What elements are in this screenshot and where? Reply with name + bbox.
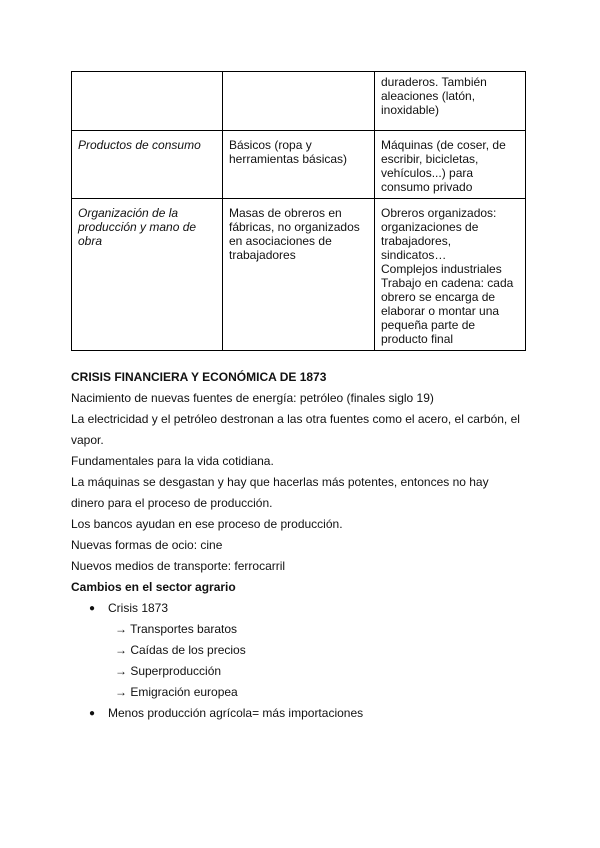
arrow-item: → Caídas de los precios	[115, 643, 246, 657]
document-body	[71, 367, 541, 724]
list-item-label: Menos producción agrícola= más importaciones	[108, 706, 364, 720]
table-cell: Básicos (ropa y herramientas básicas)	[223, 131, 375, 199]
table-row	[72, 199, 526, 351]
table-cell: duraderos. También aleaciones (latón, inoxidable)	[375, 72, 526, 131]
arrow-item: → Emigración europea	[115, 685, 238, 699]
table-cell: Obreros organizados: organizaciones de trabajadores, sindicatos… Complejos industriales Trabajo en cadena: cada obrero se encarga de elaborar o montar una pequeña parte de producto final	[375, 199, 526, 351]
paragraph: Fundamentales para la vida cotidiana.	[71, 454, 274, 468]
subheading: Cambios en el sector agrario	[71, 580, 236, 594]
arrow-item: → Superproducción	[115, 664, 222, 678]
section-title: CRISIS FINANCIERA Y ECONÓMICA DE 1873	[71, 370, 327, 384]
paragraph: La máquinas se desgastan y hay que hacerlas más potentes, entonces no hay dinero para el proceso de producción.	[71, 475, 489, 510]
table-cell	[223, 72, 375, 131]
bullet-icon: ●	[89, 708, 96, 719]
bullet-list	[71, 598, 541, 724]
list-item-label: Crisis 1873	[108, 601, 169, 615]
bullet-icon: ●	[89, 603, 96, 614]
paragraph: Nuevas formas de ocio: cine	[71, 538, 223, 552]
list-item	[71, 703, 541, 724]
list-item	[71, 598, 541, 703]
comparison-table	[71, 71, 526, 351]
table-cell: Productos de consumo	[72, 131, 223, 199]
paragraph: Nuevos medios de transporte: ferrocarril	[71, 559, 286, 573]
table-cell: Máquinas (de coser, de escribir, bicicletas, vehículos...) para consumo privado	[375, 131, 526, 199]
paragraph: Los bancos ayudan en ese proceso de producción.	[71, 517, 343, 531]
paragraph: La electricidad y el petróleo destronan a las otra fuentes como el acero, el carbón, el vapor.	[71, 412, 520, 447]
arrow-item: → Transportes baratos	[115, 622, 238, 636]
arrow-list	[108, 619, 541, 703]
table-cell: Organización de la producción y mano de obra	[72, 199, 223, 351]
table-cell: Masas de obreros en fábricas, no organizados en asociaciones de trabajadores	[223, 199, 375, 351]
table-row	[72, 131, 526, 199]
paragraph: Nacimiento de nuevas fuentes de energía: petróleo (finales siglo 19)	[71, 391, 434, 405]
table-cell	[72, 72, 223, 131]
table-row	[72, 72, 526, 131]
